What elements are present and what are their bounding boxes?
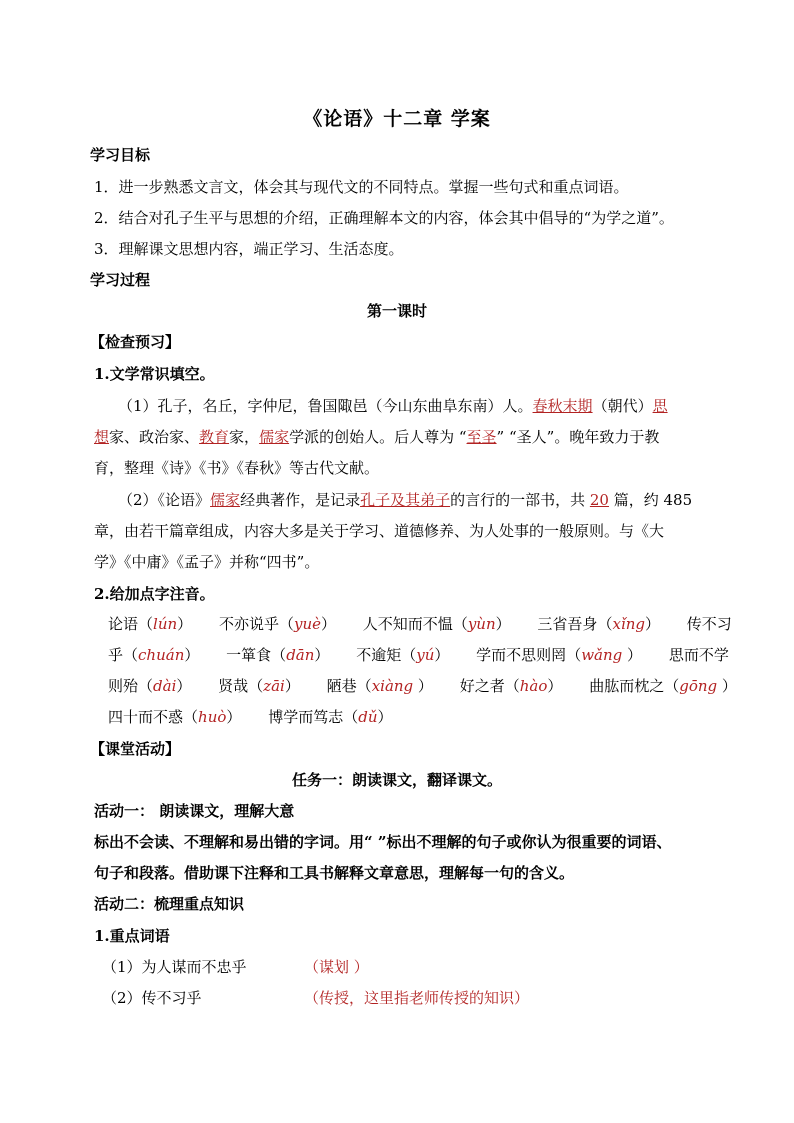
p2-line2: 章，由若干篇章组成，内容大多是关于学习、道德修养、为人处事的一般原则。与《大: [94, 522, 665, 540]
pinyin-item: 不亦说乎（yuè）: [218, 615, 337, 633]
blank-answer: 儒家: [210, 491, 241, 509]
word-answer: （谋划 ）: [304, 958, 369, 976]
blank-answer: 至圣: [466, 428, 497, 446]
pinyin-item: 一箪食（dān）: [226, 646, 330, 664]
pinyin-item: 学而不思则罔（wǎng ）: [476, 646, 643, 664]
pinyin-row: [108, 706, 415, 727]
pinyin-row: [108, 675, 759, 696]
pinyin-item: 陋巷（xiàng ）: [326, 677, 433, 695]
p2-line1: （2）《论语》儒家经典著作，是记录孔子及其弟子的言行的一部书，共 20 篇，约 485: [118, 491, 693, 509]
process-heading: 学习过程: [90, 271, 151, 289]
q1-heading: 1.文学常识填空。: [94, 365, 215, 383]
blank-answer: 春秋末期: [532, 397, 593, 415]
activity1-heading: 活动一： 朗读课文，理解大意: [94, 802, 295, 820]
pinyin-item: 好之者（hào）: [459, 677, 563, 695]
activity1-text: 标出不会读、不理解和易出错的字词。用“ ”标出不理解的句子或你认为很重要的词语、: [94, 833, 672, 851]
pinyin-item: 四十而不惑（huò）: [108, 708, 242, 726]
p1-line2: 想家、政治家、教育家，儒家学派的创始人。后人尊为 “至圣” “圣人”。晚年致力于教: [94, 428, 660, 446]
pinyin-item: 三省吾身（xǐng）: [537, 615, 660, 633]
preview-heading: 【检查预习】: [90, 333, 181, 351]
pinyin-item: 论语（lún）: [108, 615, 193, 633]
pinyin-item: 思而不学: [668, 646, 729, 664]
goals-heading: 学习目标: [90, 146, 151, 164]
page-title: 《论语》十二章 学案: [303, 108, 491, 130]
blank-answer: 思: [652, 397, 668, 415]
key-words-heading: 1.重点词语: [94, 927, 170, 945]
task1-heading: 任务一：朗读课文，翻译课文。: [291, 771, 502, 789]
lesson-heading: 第一课时: [366, 302, 427, 320]
pinyin-item: 曲肱而枕之（gōng ）: [589, 677, 737, 695]
word-term: （2）传不习乎: [102, 989, 202, 1007]
pinyin-item: 乎（chuán）: [108, 646, 200, 664]
pinyin-item: 传不习: [686, 615, 732, 633]
blank-answer: 孔子及其弟子: [360, 491, 451, 509]
goal-item-3: 3．理解课文思想内容，端正学习、生活态度。: [94, 240, 404, 258]
pinyin-item: 则殆（dài）: [108, 677, 192, 695]
blank-answer: 20: [589, 491, 609, 509]
pinyin-item: 博学而笃志（dǔ）: [268, 708, 393, 726]
word-answer: （传授，这里指老师传授的知识）: [304, 989, 530, 1007]
activity2-heading: 活动二：梳理重点知识: [94, 895, 245, 913]
p2-line3: 学》《中庸》《孟子》并称“四书”。: [94, 553, 320, 571]
blank-answer: 想: [94, 428, 110, 446]
goal-item-2: 2．结合对孔子生平与思想的介绍，正确理解本文的内容，体会其中倡导的“为学之道”。: [94, 209, 674, 227]
blank-answer: 教育: [199, 428, 230, 446]
classroom-heading: 【课堂活动】: [90, 740, 181, 758]
blank-answer: 儒家: [259, 428, 290, 446]
p1-line1: （1）孔子，名丘，字仲尼，鲁国陬邑（今山东曲阜东南）人。春秋末期（朝代）思: [118, 397, 668, 415]
word-term: （1）为人谋而不忠乎: [102, 958, 247, 976]
activity1-text: 句子和段落。借助课下注释和工具书解释文章意思，理解每一句的含义。: [94, 864, 575, 882]
pinyin-item: 贤哉（zāi）: [218, 677, 300, 695]
pinyin-row: [108, 613, 754, 634]
p1-line3: 育，整理《诗》《书》《春秋》等古代文献。: [94, 459, 380, 477]
goal-item-1: 1．进一步熟悉文言文，体会其与现代文的不同特点。掌握一些句式和重点词语。: [94, 178, 629, 196]
pinyin-row: [108, 644, 751, 665]
pinyin-item: 不逾矩（yú）: [356, 646, 450, 664]
pinyin-item: 人不知而不愠（yùn）: [362, 615, 511, 633]
q2-heading: 2.给加点字注音。: [94, 585, 215, 603]
